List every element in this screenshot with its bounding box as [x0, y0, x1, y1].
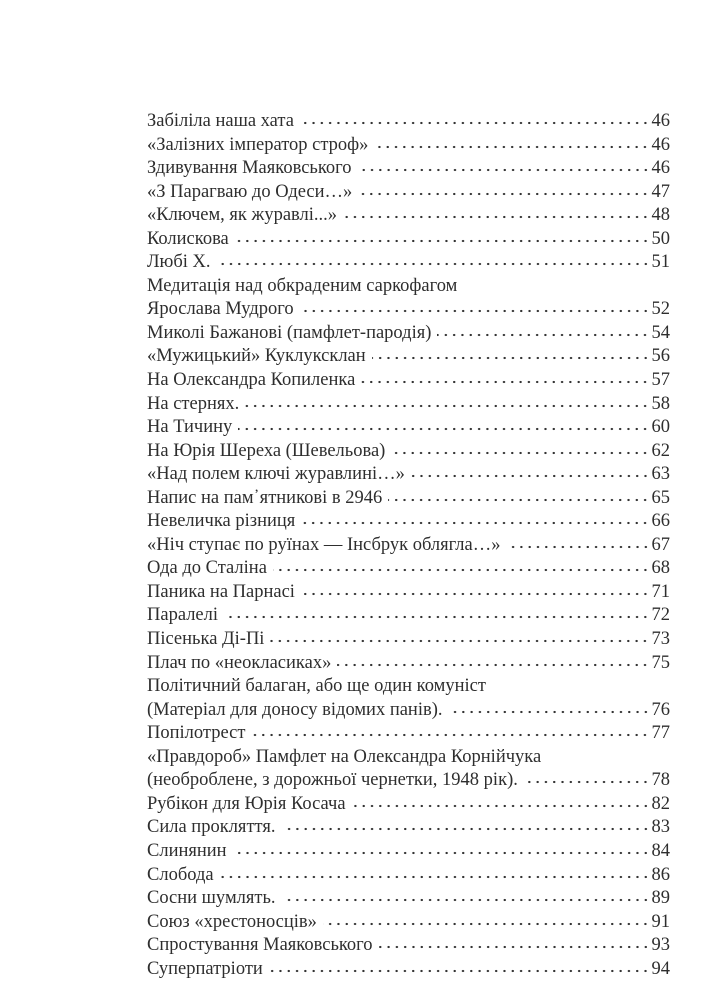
dot-leader — [358, 191, 649, 197]
toc-line — [147, 157, 670, 181]
dot-leader — [323, 921, 650, 927]
toc-page-number: 50 — [651, 228, 670, 249]
toc-title: Союз «хрестоносців» — [147, 911, 317, 932]
toc-title: «Залізних імператор строф» — [147, 134, 369, 155]
toc-line — [147, 369, 670, 393]
toc-entry — [147, 581, 670, 605]
toc-title: На стернях. — [147, 393, 240, 414]
toc-page-number: 73 — [651, 629, 670, 650]
toc-line — [147, 275, 670, 299]
toc-page-number: 65 — [651, 487, 670, 508]
toc-page-number: 86 — [651, 864, 670, 885]
toc-line — [147, 699, 670, 723]
dot-leader — [301, 591, 650, 597]
toc-title: Спростування Маяковського — [147, 935, 373, 956]
toc-line — [147, 557, 670, 581]
toc-title: Напис на пам᾿ятникові в 2946 — [147, 487, 383, 508]
toc-line — [147, 487, 670, 511]
toc-title: Ярослава Мудрого — [147, 299, 294, 320]
toc-page-number: 77 — [651, 723, 670, 744]
dot-leader — [282, 826, 650, 832]
dot-leader — [379, 944, 650, 950]
toc-page-number: 46 — [651, 158, 670, 179]
toc-entry — [147, 393, 670, 417]
dot-leader — [224, 614, 649, 620]
toc-page-number: 82 — [651, 793, 670, 814]
toc-entry — [147, 440, 670, 464]
toc-page-number: 89 — [651, 888, 670, 909]
toc-page-number: 51 — [651, 252, 670, 273]
toc-entry — [147, 181, 670, 205]
toc-entry — [147, 134, 670, 158]
dot-leader — [388, 497, 649, 503]
toc-entry — [147, 251, 670, 275]
dot-leader — [374, 144, 649, 150]
toc-page-number: 52 — [651, 299, 670, 320]
toc-entry — [147, 369, 670, 393]
toc-entry — [147, 228, 670, 252]
toc-line — [147, 604, 670, 628]
toc-title: Забіліла наша хата — [147, 111, 294, 131]
toc-entry — [147, 840, 670, 864]
toc-page-number: 62 — [651, 440, 670, 461]
toc-line — [147, 110, 670, 134]
toc-title: Здивування Маяковського — [147, 158, 352, 179]
toc-title: Любі Х. — [147, 252, 211, 273]
toc-entry — [147, 110, 670, 134]
toc-entry — [147, 157, 670, 181]
toc-page-number: 56 — [651, 346, 670, 367]
toc-title: На Юрія Шереха (Шевельова) — [147, 440, 386, 461]
toc-entry — [147, 416, 670, 440]
toc-line — [147, 769, 670, 793]
dot-leader — [220, 874, 650, 880]
toc-entry — [147, 722, 670, 746]
toc-page-number: 60 — [651, 417, 670, 438]
toc-page-number: 76 — [651, 699, 670, 720]
toc-title: «Ніч ступає по руїнах — Інсбрук облягла…» — [147, 534, 501, 555]
dot-leader — [235, 238, 650, 244]
toc-line — [147, 345, 670, 369]
toc-line — [147, 416, 670, 440]
toc-entry — [147, 487, 670, 511]
toc-line — [147, 675, 670, 699]
toc-entry — [147, 793, 670, 817]
toc-page-number: 63 — [651, 464, 670, 485]
dot-leader — [524, 779, 650, 785]
toc-line — [147, 181, 670, 205]
toc-line — [147, 934, 670, 958]
toc-page-number: 58 — [651, 393, 670, 414]
toc-line — [147, 816, 670, 840]
table-of-contents — [147, 110, 670, 981]
toc-page-number: 46 — [651, 111, 670, 131]
toc-page-number: 47 — [651, 181, 670, 202]
toc-title: Колискова — [147, 228, 229, 249]
toc-title: (Матеріал для доносу відомих панів). — [147, 699, 443, 720]
toc-entry — [147, 628, 670, 652]
toc-line — [147, 628, 670, 652]
toc-line — [147, 746, 670, 770]
toc-line — [147, 251, 670, 275]
toc-page-number: 48 — [651, 205, 670, 226]
toc-page-number: 71 — [651, 581, 670, 602]
toc-page-number: 66 — [651, 511, 670, 532]
toc-line — [147, 911, 670, 935]
toc-entry — [147, 816, 670, 840]
toc-title: Паралелі — [147, 605, 219, 626]
dot-leader — [300, 120, 650, 126]
toc-line — [147, 581, 670, 605]
dot-leader — [217, 261, 650, 267]
dot-leader — [251, 732, 649, 738]
toc-title: Політичний балаган, або ще один комуніст — [147, 676, 486, 697]
toc-title: Сосни шумлять. — [147, 888, 276, 909]
toc-line — [147, 204, 670, 228]
dot-leader — [361, 379, 649, 385]
toc-page-number: 83 — [651, 817, 670, 838]
toc-page-number: 75 — [651, 652, 670, 673]
dot-leader — [343, 214, 649, 220]
toc-entry — [147, 510, 670, 534]
toc-title: На Тичину — [147, 417, 233, 438]
toc-line — [147, 440, 670, 464]
dot-leader — [238, 426, 649, 432]
toc-title: Пісенька Ді-Пі — [147, 629, 265, 650]
toc-line — [147, 134, 670, 158]
toc-title: Рубікон для Юрія Косача — [147, 793, 346, 814]
dot-leader — [337, 662, 649, 668]
toc-line — [147, 322, 670, 346]
toc-entry — [147, 934, 670, 958]
dot-leader — [282, 897, 650, 903]
toc-entry — [147, 275, 670, 322]
toc-title: «Ключем, як журавлі...» — [147, 205, 338, 226]
toc-entry — [147, 652, 670, 676]
toc-page-number: 57 — [651, 370, 670, 391]
toc-title: Плач по «неокласиках» — [147, 652, 332, 673]
toc-entry — [147, 557, 670, 581]
toc-line — [147, 840, 670, 864]
toc-entry — [147, 746, 670, 793]
toc-entry — [147, 345, 670, 369]
toc-page-number: 84 — [651, 840, 670, 861]
dot-leader — [358, 167, 650, 173]
toc-page-number: 91 — [651, 911, 670, 932]
toc-title: На Олександра Копиленка — [147, 370, 356, 391]
toc-line — [147, 228, 670, 252]
toc-title: Медитація над обкраденим саркофагом — [147, 275, 458, 296]
dot-leader — [273, 567, 650, 573]
toc-title: «Над полем ключі журавлині…» — [147, 464, 405, 485]
toc-title: «З Парагваю до Одеси…» — [147, 181, 353, 202]
dot-leader — [437, 332, 649, 338]
toc-entry — [147, 675, 670, 722]
toc-page-number: 78 — [651, 770, 670, 791]
toc-entry — [147, 534, 670, 558]
toc-entry — [147, 204, 670, 228]
toc-title: «Мужицький» Куклуксклан — [147, 346, 366, 367]
toc-page-number: 67 — [651, 534, 670, 555]
toc-page-number: 68 — [651, 558, 670, 579]
toc-title: «Правдороб» Памфлет на Олександра Корнійчука — [147, 746, 542, 767]
dot-leader — [270, 638, 649, 644]
toc-title: Невеличка різниця — [147, 511, 296, 532]
toc-line — [147, 864, 670, 888]
toc-page-number: 94 — [651, 958, 670, 979]
toc-line — [147, 958, 670, 982]
dot-leader — [449, 709, 650, 715]
dot-leader — [269, 968, 650, 974]
toc-title: Сила прокляття. — [147, 817, 276, 838]
toc-title: Ода до Сталіна — [147, 558, 267, 579]
toc-line — [147, 463, 670, 487]
toc-title: Паника на Парнасі — [147, 581, 295, 602]
toc-title: Слобода — [147, 864, 214, 885]
toc-title: Слинянин — [147, 840, 227, 861]
toc-line — [147, 887, 670, 911]
dot-leader — [372, 355, 650, 361]
toc-entry — [147, 887, 670, 911]
dot-leader — [300, 308, 650, 314]
toc-entry — [147, 864, 670, 888]
dot-leader — [507, 544, 650, 550]
dot-leader — [391, 450, 649, 456]
toc-line — [147, 793, 670, 817]
toc-line — [147, 393, 670, 417]
toc-title: Миколі Бажанові (памфлет-пародія) — [147, 322, 432, 343]
toc-page-number: 46 — [651, 134, 670, 155]
toc-entry — [147, 463, 670, 487]
toc-line — [147, 652, 670, 676]
toc-title: (необроблене, з дорожньої чернетки, 1948 рік). — [147, 770, 518, 791]
dot-leader — [352, 803, 650, 809]
toc-line — [147, 298, 670, 322]
dot-leader — [245, 403, 649, 409]
toc-page-number: 54 — [651, 322, 670, 343]
toc-entry — [147, 958, 670, 982]
dot-leader — [233, 850, 650, 856]
toc-entry — [147, 604, 670, 628]
toc-entry — [147, 322, 670, 346]
toc-title: Попілотрест — [147, 723, 246, 744]
toc-line — [147, 722, 670, 746]
toc-title: Суперпатріоти — [147, 958, 263, 979]
toc-entry — [147, 911, 670, 935]
dot-leader — [411, 473, 650, 479]
toc-page-number: 93 — [651, 935, 670, 956]
toc-line — [147, 534, 670, 558]
dot-leader — [301, 520, 649, 526]
toc-page-number: 72 — [651, 605, 670, 626]
toc-line — [147, 510, 670, 534]
